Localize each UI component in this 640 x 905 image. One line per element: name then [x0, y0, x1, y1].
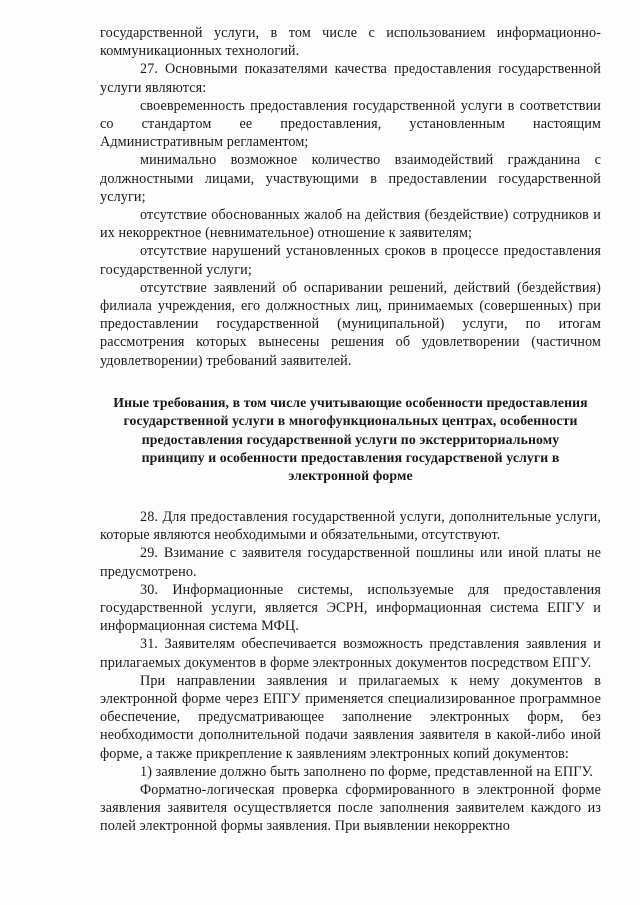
- paragraph-indicator-complaints: отсутствие обоснованных жалоб на действия (бездействие) сотрудников и их некорректное (невнимательное) отношение к заявителям;: [100, 207, 601, 242]
- paragraph-item-28: 28. Для предоставления государственной услуги, дополнительные услуги, которые являются необходимыми и обязательными, отсутствуют.: [100, 508, 601, 544]
- paragraph-indicator-interactions: минимально возможное количество взаимодействий гражданина с должностными лицами, участвующими в предоставлении государственной услуги;: [100, 152, 601, 205]
- paragraph-item-30: 30. Информационные системы, используемые для предоставления государственной услуги, является ЭСРН, информационная система ЕПГУ и информационная система МФЦ.: [100, 581, 601, 635]
- paragraph-electronic-submission: При направлении заявления и прилагаемых к нему документов в электронной форме через ЕПГУ применяется специализированное программное обеспечение, предусматривающее заполнение электронных форм, без необходимости дополнительной подачи заявления заявителя в какой-либо иной форме, а также прикрепление к заявлениям электронных копий документов:: [100, 672, 601, 762]
- paragraph-format-check: Форматно-логическая проверка сформированного в электронной форме заявления заявителя осуществляется после заполнения заявителем каждого из полей электронной формы заявления. При выявлении некорректно: [100, 781, 601, 835]
- paragraph-item-27: 27. Основными показателями качества предоставления государственной услуги являются:: [100, 61, 601, 96]
- paragraph-indicator-appeals: отсутствие заявлений об оспаривании решений, действий (бездействия) филиала учреждения, его должностных лиц, принимаемых (совершенных) при предоставлении государственной (муниципальной) услуги, по итогам рассмотрения которых вынесены решения об удовлетворении (частичном удовлетворении) требований заявителей.: [100, 279, 601, 369]
- paragraph-continuation: государственной услуги, в том числе с использованием информационно-коммуникационных технологий.: [100, 25, 601, 60]
- paragraph-indicator-deadlines: отсутствие нарушений установленных сроков в процессе предоставления государственной услуги;: [100, 243, 601, 278]
- document-body: [100, 24, 601, 836]
- paragraph-item-29: 29. Взимание с заявителя государственной пошлины или иной платы не предусмотрено.: [100, 545, 601, 580]
- paragraph-subitem-1: 1) заявление должно быть заполнено по форме, представленной на ЕПГУ.: [140, 763, 594, 780]
- paragraph-item-31: 31. Заявителям обеспечивается возможность представления заявления и прилагаемых документов в форме электронных документов посредством ЕПГУ.: [100, 636, 601, 671]
- section-heading: Иные требования, в том числе учитывающие особенности предоставления государственной услуги в многофункциональных центрах, особенности предоставления государственной услуги по экстерриториальному принципу и особенности предоставления государственой услуги в электронной форме: [113, 394, 588, 484]
- paragraph-indicator-timeliness: своевременность предоставления государственной услуги в соответствии со стандартом ее предоставления, установленным настоящим Административным регламентом;: [100, 97, 601, 151]
